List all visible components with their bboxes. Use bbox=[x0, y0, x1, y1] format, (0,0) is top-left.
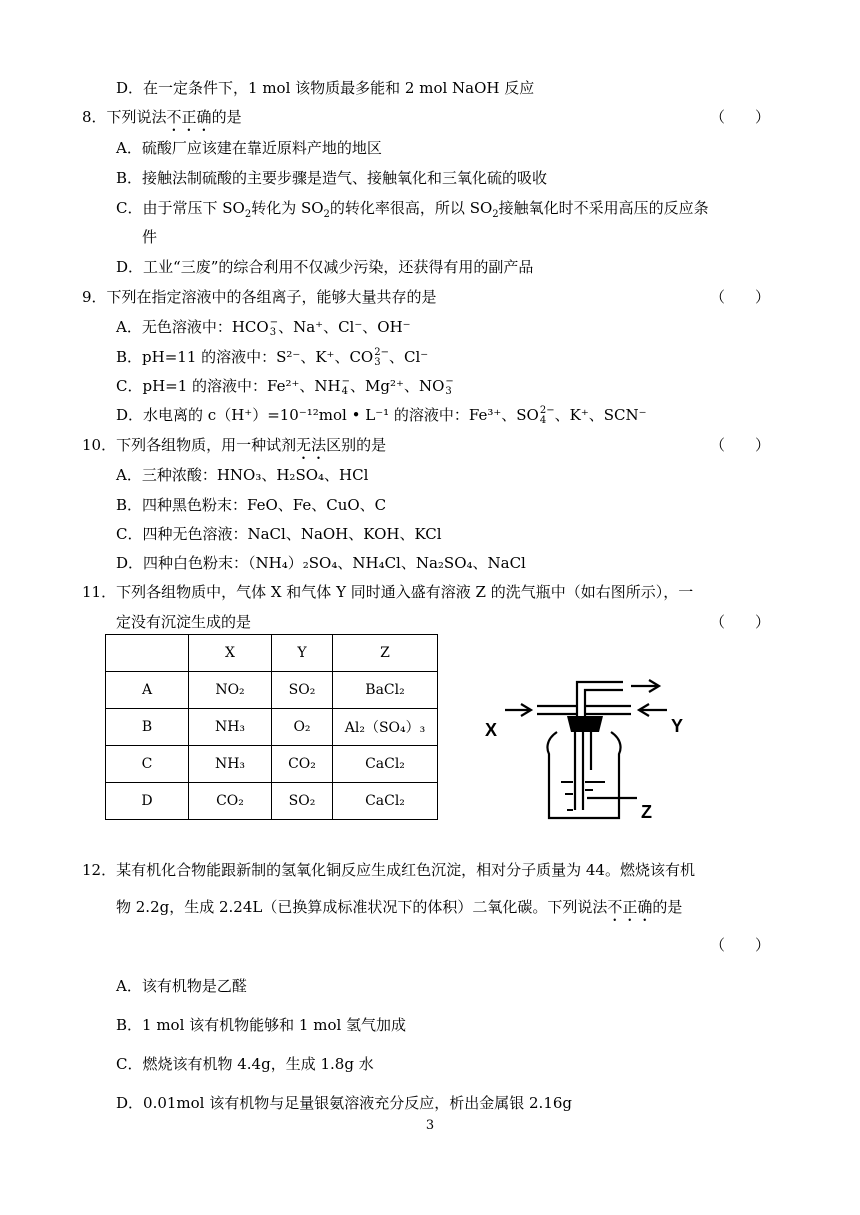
q9-stem: 9．下列在指定溶液中的各组离子，能够大量共存的是 bbox=[82, 288, 437, 306]
q12-option-a: A．该有机物是乙醛 bbox=[116, 977, 247, 995]
table-cell: NH₃ bbox=[189, 746, 272, 783]
table-header-cell bbox=[106, 635, 189, 672]
table-header-cell: Y bbox=[272, 635, 333, 672]
q9-option-d: D．水电离的 c（H⁺）=10⁻¹²mol • L⁻¹ 的溶液中：Fe³⁺、SO 2− 4 、K⁺、SCN⁻ bbox=[116, 405, 647, 426]
q12-answer-paren: （ ） bbox=[710, 936, 771, 954]
table-cell: BaCl₂ bbox=[333, 672, 438, 709]
table-cell: NH₃ bbox=[189, 709, 272, 746]
q10-answer-paren: （ ） bbox=[710, 436, 771, 454]
q11-answer-paren: （ ） bbox=[710, 613, 771, 631]
table-cell: SO₂ bbox=[272, 672, 333, 709]
q8-option-c: C．由于常压下 $SO_2$转化为 $SO_2$的转化率很高，所以 $SO_2$接触氧化时不采用高压的反应条 bbox=[116, 199, 709, 220]
table-cell: D bbox=[106, 783, 189, 820]
q10-option-c: C．四种无色溶液：NaCl、NaOH、KOH、KCl bbox=[116, 525, 442, 543]
table-cell: B bbox=[106, 709, 189, 746]
figure-label-z: Z bbox=[641, 802, 652, 822]
table-row bbox=[106, 746, 438, 783]
table-cell: C bbox=[106, 746, 189, 783]
table-cell: CaCl₂ bbox=[333, 746, 438, 783]
q10-option-b: B．四种黑色粉末：FeO、Fe、CuO、C bbox=[116, 496, 387, 514]
q12-option-d: D．0.01mol 该有机物与足量银氨溶液充分反应，析出金属银 2.16g bbox=[116, 1094, 573, 1112]
q10-option-d: D．四种白色粉末：（NH₄）₂SO₄、NH₄Cl、Na₂SO₄、NaCl bbox=[116, 554, 526, 572]
figure-label-y: Y bbox=[671, 716, 684, 736]
q8-option-c-cont: 件 bbox=[142, 228, 158, 246]
q11-stem-line1: 11．下列各组物质中，气体 X 和气体 Y 同时通入盛有溶液 Z 的洗气瓶中（如右图所示），一 bbox=[82, 583, 694, 601]
q12-stem-line2: 物 2.2g，生成 2.24L（已换算成标准状况下的体积）二氧化碳。下列说法不正确的是 bbox=[116, 898, 683, 916]
q9-option-a: A．无色溶液中：HCO − 3 、Na⁺、Cl⁻、OH⁻ bbox=[116, 317, 411, 338]
q9-option-c: C．pH=1 的溶液中：Fe²⁺、NH − 4 、Mg²⁺、NO − 3 bbox=[116, 376, 454, 397]
table-header-row bbox=[106, 635, 438, 672]
table-cell: CaCl₂ bbox=[333, 783, 438, 820]
table-row bbox=[106, 672, 438, 709]
q8-stem: 8．下列说法不正确的是 bbox=[82, 108, 242, 126]
q12-option-c: C．燃烧该有机物 4.4g，生成 1.8g 水 bbox=[116, 1055, 374, 1073]
gas-washing-bottle-figure bbox=[475, 670, 705, 830]
q7-option-d: D．在一定条件下，1 mol 该物质最多能和 2 mol NaOH 反应 bbox=[116, 79, 535, 97]
table-header-cell: X bbox=[189, 635, 272, 672]
table-cell: CO₂ bbox=[189, 783, 272, 820]
table-cell: SO₂ bbox=[272, 783, 333, 820]
table-row bbox=[106, 709, 438, 746]
q10-stem: 10．下列各组物质，用一种试剂无法区别的是 bbox=[82, 436, 387, 454]
q12-option-b: B．1 mol 该有机物能够和 1 mol 氢气加成 bbox=[116, 1016, 407, 1034]
q11-stem-line2: 定没有沉淀生成的是 bbox=[116, 613, 252, 631]
page-number: 3 bbox=[425, 1118, 435, 1133]
q9-answer-paren: （ ） bbox=[710, 288, 771, 306]
q9-option-b: B．pH=11 的溶液中：S²⁻、K⁺、CO 2− 3 、Cl⁻ bbox=[116, 347, 429, 368]
q8-answer-paren: （ ） bbox=[710, 108, 771, 126]
q8-emphasis: 不正确 bbox=[166, 108, 212, 126]
q8-option-b: B．接触法制硫酸的主要步骤是造气、接触氧化和三氧化硫的吸收 bbox=[116, 169, 548, 187]
table-cell: O₂ bbox=[272, 709, 333, 746]
q10-option-a: A．三种浓酸：HNO₃、H₂SO₄、HCl bbox=[116, 466, 369, 484]
q12-emphasis: 不正确 bbox=[607, 898, 653, 916]
table-cell: Al₂（SO₄）₃ bbox=[333, 709, 438, 746]
q12-stem-line1: 12．某有机化合物能跟新制的氢氧化铜反应生成红色沉淀，相对分子质量为 44。燃烧该有机 bbox=[82, 861, 695, 879]
table-cell: CO₂ bbox=[272, 746, 333, 783]
table-cell: NO₂ bbox=[189, 672, 272, 709]
q8-option-d: D．工业“三废”的综合利用不仅减少污染，还获得有用的副产品 bbox=[116, 258, 534, 276]
table-cell: A bbox=[106, 672, 189, 709]
figure-label-x: X bbox=[485, 720, 498, 740]
table-row bbox=[106, 783, 438, 820]
q11-table bbox=[105, 634, 438, 820]
q10-emphasis: 无法 bbox=[296, 436, 327, 454]
table-header-cell: Z bbox=[333, 635, 438, 672]
q8-option-a: A．硫酸厂应该建在靠近原料产地的地区 bbox=[116, 139, 382, 157]
